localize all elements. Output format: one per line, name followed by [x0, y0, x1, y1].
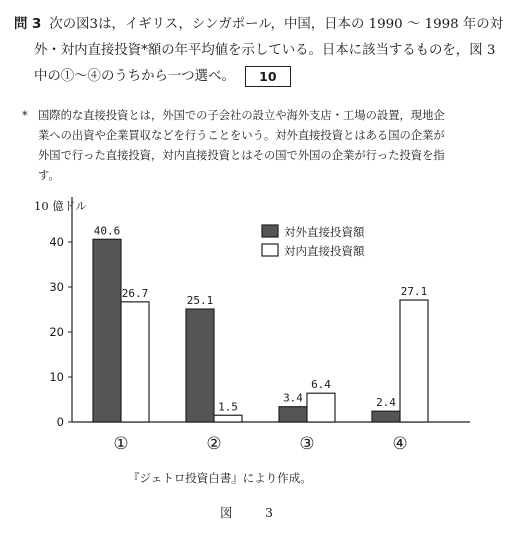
legend-label: 対内直接投資額	[284, 244, 365, 258]
legend-swatch	[262, 225, 278, 237]
bar-value-label: 2.4	[376, 396, 396, 410]
y-tick-label: 10	[49, 370, 64, 384]
footnote-mark: *	[22, 109, 28, 122]
category-label: ②	[206, 434, 222, 454]
footnote-line-2: 業への出資や企業買収などを行うことをいう。対外直接投資とはある国の企業が	[38, 129, 445, 142]
legend-label: 対外直接投資額	[284, 225, 365, 239]
bar	[186, 309, 214, 422]
y-unit-label: 10 億ドル	[34, 199, 87, 213]
bar	[214, 415, 242, 422]
bar-value-label: 25.1	[186, 294, 214, 308]
bar	[307, 393, 335, 422]
bar-value-label: 1.5	[218, 400, 238, 414]
bar-value-label: 40.6	[93, 224, 121, 238]
question-line-2: 外・対内直接投資*額の年平均値を示している。日本に該当するものを，図 3	[34, 43, 496, 58]
bar-value-label: 6.4	[311, 378, 331, 392]
bar	[93, 239, 121, 422]
y-tick-label: 40	[49, 235, 64, 249]
bar	[372, 411, 400, 422]
footnote-line-1: 国際的な直接投資とは，外国での子会社の設立や海外支店・工場の設置，現地企	[38, 109, 445, 122]
y-tick-label: 30	[49, 280, 64, 294]
bar	[279, 407, 307, 422]
answer-box: 10	[245, 66, 291, 87]
y-tick-label: 20	[49, 325, 64, 339]
question-line-3-text: 中の①～④のうちから一つ選べ。	[34, 69, 235, 84]
footnote-line-4: す。	[38, 169, 60, 182]
question-line-1: 次の図3は，イギリス，シンガポール，中国，日本の 1990 ～ 1998 年の対	[49, 17, 504, 32]
bar-value-label: 27.1	[400, 285, 428, 299]
category-label: ④	[392, 434, 408, 454]
bar-value-label: 26.7	[121, 286, 149, 300]
question-number: 問 3	[14, 17, 42, 32]
bar-value-label: 3.4	[283, 391, 303, 405]
y-tick-label: 0	[56, 415, 64, 429]
footnote-line-3: 外国で行った直接投資，対内直接投資とはその国で外国の企業が行った投資を指	[38, 149, 445, 162]
bar	[121, 302, 149, 422]
legend-swatch	[262, 244, 278, 256]
category-label: ①	[113, 434, 129, 454]
bar	[400, 300, 428, 422]
source-note: 『ジェトロ投資白書』により作成。	[128, 471, 312, 485]
category-label: ③	[299, 434, 315, 454]
figure-label: 図 3	[220, 505, 283, 520]
